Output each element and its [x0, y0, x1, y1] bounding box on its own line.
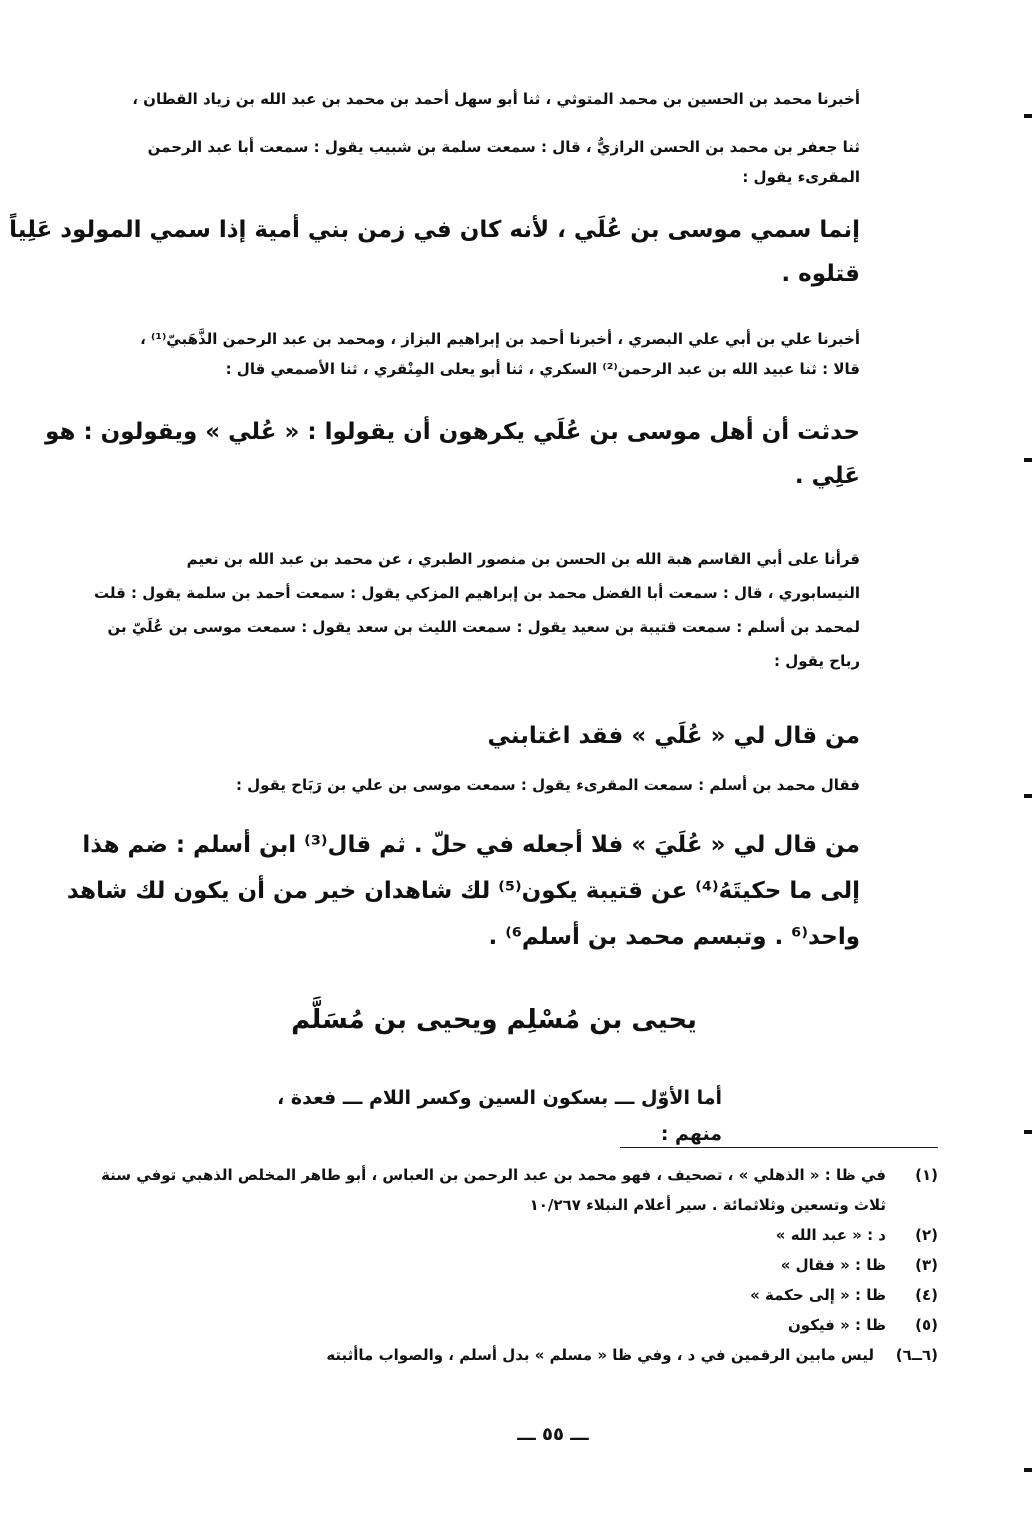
text-line: من قال لي « عُلَيَ » فلا أجعله في حلّ . ثم قال⁽³⁾ ابن أسلم : ضم هذا — [82, 832, 860, 858]
text-line: النيسابوري ، قال : سمعت أبا الفضل محمد بن إبراهيم المزكي يقول : سمعت أحمد بن سلمة يقول : قلت — [93, 584, 860, 602]
footnote-text: ظا : « فقال » — [780, 1256, 886, 1274]
text-line: إنما سمي موسى بن عُلَي ، لأنه كان في زمن بني أمية إذا سمي المولود عَلِياً — [9, 217, 860, 243]
text-line: المقرىء يقول : — [742, 168, 860, 186]
text-line: عَلِي . — [794, 463, 860, 489]
section-subtitle: أما الأوّل ـــ بسكون السين وكسر اللام ـــ فعدة ، منهم : — [277, 1087, 722, 1145]
footnote-number: (٤) — [915, 1286, 938, 1304]
text-line: ثنا جعفر بن محمد بن الحسن الرازيُّ ، قال : سمعت سلمة بن شبيب يقول : سمعت أبا عبد الرحمن — [147, 138, 860, 156]
quote-1 — [9, 208, 860, 296]
footnote-text: ظا : « إلى حكمة » — [750, 1286, 886, 1304]
paragraph-isnad-4 — [128, 770, 860, 800]
footnote — [128, 1280, 938, 1310]
margin-tick-mark — [1024, 794, 1032, 798]
footnote-number: (٣) — [915, 1256, 938, 1274]
quote-2 — [45, 410, 860, 498]
footnote-divider — [620, 1147, 938, 1148]
footnote — [101, 1160, 938, 1220]
section-title: يحيى بن مُسْلِم ويحيى بن مُسَلَّم — [291, 1005, 697, 1035]
margin-tick-mark — [1024, 458, 1032, 462]
text-line: قرأنا على أبي القاسم هبة الله بن الحسن بن منصور الطبري ، عن محمد بن عبد الله بن نعيم — [186, 550, 860, 568]
text-line: من قال لي « عُلَي » فقد اغتابني — [487, 723, 860, 749]
footnote-number: (٢) — [915, 1226, 938, 1244]
text-line: حدثت أن أهل موسى بن عُلَي يكرهون أن يقولوا : « عُلي » ويقولون : هو — [45, 419, 860, 445]
text-line: قالا : ثنا عبيد الله بن عبد الرحمن⁽²⁾ السكري ، ثنا أبو يعلى المِنْقري ، ثنا الأصمعي قال : — [225, 360, 860, 378]
footnote — [128, 1310, 938, 1340]
text-line: واحد⁽⁶ . وتبسم محمد بن أسلم⁶⁾ . — [488, 924, 860, 950]
quote-4 — [66, 822, 860, 960]
footnote-number: (٦ــ٦) — [895, 1346, 938, 1364]
text-line: لمحمد بن أسلم : سمعت قتيبة بن سعيد يقول : سمعت الليث بن سعد يقول : سمعت موسى بن عُلَيّ بن — [107, 618, 860, 636]
footnote-text: ليس مابين الرقمين في د ، وفي ظا « مسلم » بدل أسلم ، والصواب ماأثبته — [326, 1346, 874, 1364]
footnote-text: ظا : « فيكون — [788, 1316, 886, 1334]
text-line: قتلوه . — [781, 261, 860, 287]
footnotes — [101, 1160, 938, 1370]
text-line: إلى ما حكيتَهُ⁽⁴⁾ عن قتيبة يكون⁽⁵⁾ لك شاهدان خير من أن يكون لك شاهد — [66, 878, 860, 904]
paragraph-isnad-2 — [128, 324, 860, 384]
footnote — [128, 1250, 938, 1280]
margin-tick-mark — [1024, 114, 1032, 118]
paragraph-isnad-3 — [93, 542, 860, 678]
footnote-number: (٥) — [915, 1316, 938, 1334]
page-number: ـــ ٥٥ ـــ — [517, 1424, 589, 1445]
footnote-text: في ظا : « الذهلي » ، تصحيف ، فهو محمد بن عبد الرحمن بن العباس ، أبو طاهر المخلص الذهبي توفي سنة — [101, 1166, 886, 1184]
footnote-text: د : « عبد الله » — [775, 1226, 886, 1244]
paragraph-isnad-1 — [128, 84, 860, 192]
footnote-number: (١) — [915, 1166, 938, 1184]
margin-tick-mark — [1024, 1468, 1032, 1472]
margin-tick-mark — [1024, 1130, 1032, 1134]
text-line: فقال محمد بن أسلم : سمعت المقرىء يقول : سمعت موسى بن علي بن رَبَاح يقول : — [235, 776, 860, 794]
footnote-text: ثلاث وتسعين وثلاثمائة . سير أعلام النبلاء ١٠/٢٦٧ — [529, 1196, 886, 1214]
footnote — [128, 1340, 938, 1370]
text-line: أخبرنا علي بن أبي علي البصري ، أخبرنا أحمد بن إبراهيم البزاز ، ومحمد بن عبد الرحمن الذَّهَبيّ⁽¹⁾ ، — [140, 330, 860, 348]
text-line: رباح يقول : — [773, 652, 860, 670]
quote-3 — [128, 714, 860, 758]
footnote — [128, 1220, 938, 1250]
text-line: أخبرنا محمد بن الحسين بن محمد المتوثي ، ثنا أبو سهل أحمد بن محمد بن عبد الله بن زياد القطان ، — [132, 90, 860, 108]
